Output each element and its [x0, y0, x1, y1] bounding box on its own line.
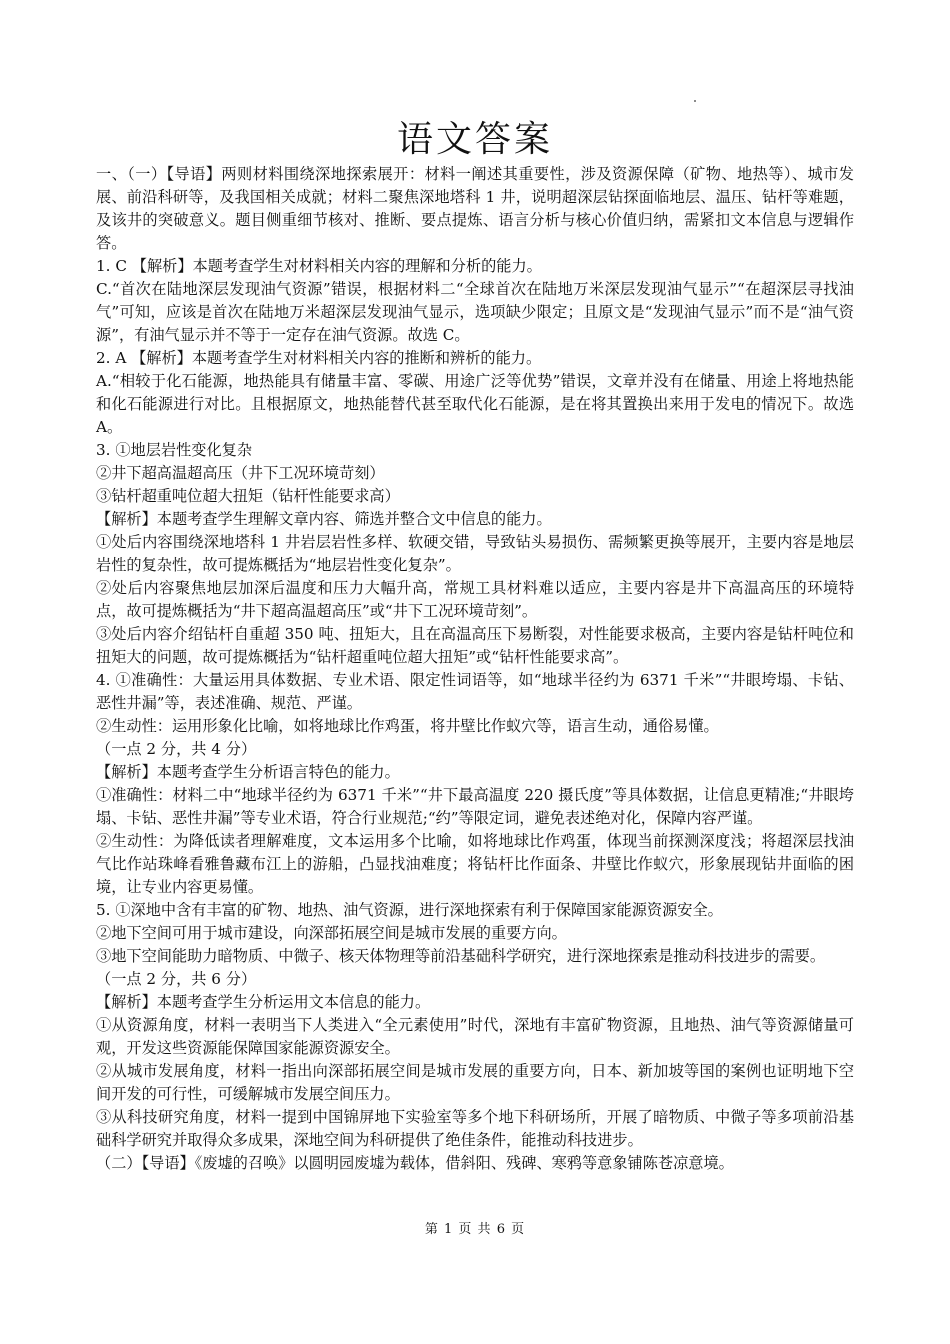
- page-footer: 第 1 页 共 6 页: [424, 1222, 526, 1237]
- paragraph: 2. A 【解析】本题考查学生对材料相关内容的推断和辨析的能力。: [96, 349, 542, 367]
- paragraph: （二）【导语】《废墟的召唤》以圆明园废墟为载体，借斜阳、残碑、寒鸦等意象铺陈苍凉意境。: [96, 1154, 734, 1172]
- paragraph: ②处后内容聚焦地层加深后温度和压力大幅升高，常规工具材料难以适应，主要内容是井下高温高压的环境特点，故可提炼概括为“井下超高温超高压”或“井下工况环境苛刻”。: [96, 579, 854, 620]
- paragraph: 5. ①深地中含有丰富的矿物、地热、油气资源，进行深地探索有利于保障国家能源资源安全。: [96, 901, 723, 919]
- paragraph: 【解析】本题考查学生理解文章内容、筛选并整合文中信息的能力。: [96, 510, 552, 528]
- paragraph: ①处后内容围绕深地塔科 1 井岩层岩性多样、软硬交错，导致钻头易损伤、需频繁更换等展开，主要内容是地层岩性的复杂性，故可提炼概括为“地层岩性变化复杂”。: [96, 533, 854, 574]
- paragraph: 3. ①地层岩性变化复杂: [96, 441, 253, 459]
- paragraph: （一点 2 分，共 4 分）: [96, 740, 257, 758]
- page-title: 语文答案: [396, 119, 553, 160]
- paragraph: 4. ①准确性：大量运用具体数据、专业术语、限定性词语等，如“地球半径约为 6371 千米”“井眼垮塌、卡钻、恶性井漏”等，表述准确、规范、严谨。: [96, 671, 854, 712]
- paragraph: ②生动性：为降低读者理解难度，文本运用多个比喻，如将地球比作鸡蛋，体现当前探测深度浅；将超深层找油气比作站珠峰看雅鲁藏布江上的游船，凸显找油难度；将钻杆比作面条、井壁比作蚁穴，形象展现钻井面临的困境，让专业内容更易懂。: [96, 832, 854, 896]
- stray-dot: [694, 100, 696, 102]
- paragraph: ②地下空间可用于城市建设，向深部拓展空间是城市发展的重要方向。: [96, 924, 567, 942]
- paragraph: ③钻杆超重吨位超大扭矩（钻杆性能要求高）: [96, 487, 400, 505]
- paragraph: 一、（一）【导语】两则材料围绕深地探索展开：材料一阐述其重要性，涉及资源保障（矿物、地热等）、城市发展、前沿科研等，及我国相关成就；材料二聚焦深地塔科 1 井，说明超深层钻探面临地层、温压、钻杆等难题，及该井的突破意义。题目侧重细节核对、推断、要点提炼、语言分析与核心价值归纳，需紧扣文本信息与逻辑作答。: [96, 165, 854, 252]
- paragraph: ②从城市发展角度，材料一指出向深部拓展空间是城市发展的重要方向，日本、新加坡等国的案例也证明地下空间开发的可行性，可缓解城市发展空间压力。: [96, 1062, 854, 1103]
- paragraph: ③地下空间能助力暗物质、中微子、核天体物理等前沿基础科学研究，进行深地探索是推动科技进步的需要。: [96, 947, 825, 965]
- paragraph: 【解析】本题考查学生分析语言特色的能力。: [96, 763, 400, 781]
- paragraph: 1. C 【解析】本题考查学生对材料相关内容的理解和分析的能力。: [96, 257, 542, 275]
- paragraph: （一点 2 分，共 6 分）: [96, 970, 257, 988]
- paragraph: ①从资源角度，材料一表明当下人类进入“全元素使用”时代，深地有丰富矿物资源，且地热、油气等资源储量可观，开发这些资源能保障国家能源资源安全。: [96, 1016, 854, 1057]
- paragraph: ②生动性：运用形象化比喻，如将地球比作鸡蛋，将井壁比作蚁穴等，语言生动，通俗易懂。: [96, 717, 719, 735]
- paragraph: ③从科技研究角度，材料一提到中国锦屏地下实验室等多个地下科研场所，开展了暗物质、中微子等多项前沿基础科学研究并取得众多成果，深地空间为科研提供了绝佳条件，能推动科技进步。: [96, 1108, 854, 1149]
- paragraph: ①准确性：材料二中“地球半径约为 6371 千米”“井下最高温度 220 摄氏度”等具体数据，让信息更精准;“井眼垮塌、卡钻、恶性井漏”等专业术语，符合行业规范;“约”等限定词，避免表述绝对化，保障内容严谨。: [96, 786, 854, 827]
- paragraph: C.“首次在陆地深层发现油气资源”错误，根据材料二“全球首次在陆地万米深层发现油气显示”“在超深层寻找油气”可知，应该是首次在陆地万米超深层发现油气显示，选项缺少限定；且原文是“发现油气显示”而不是“油气资源”，有油气显示并不等于一定存在油气资源。故选 C。: [96, 280, 854, 344]
- paragraph: ③处后内容介绍钻杆自重超 350 吨、扭矩大，且在高温高压下易断裂，对性能要求极高，主要内容是钻杆吨位和扭矩大的问题，故可提炼概括为“钻杆超重吨位超大扭矩”或“钻杆性能要求高”。: [96, 625, 854, 666]
- paragraph: ②井下超高温超高压（井下工况环境苛刻）: [96, 464, 385, 482]
- paragraph: 【解析】本题考查学生分析运用文本信息的能力。: [96, 993, 431, 1011]
- answer-content: [96, 163, 854, 1175]
- paragraph: A.“相较于化石能源，地热能具有储量丰富、零碳、用途广泛等优势”错误，文章并没有在储量、用途上将地热能和化石能源进行对比。且根据原文，地热能替代甚至取代化石能源，是在将其置换出来用于发电的情况下。故选 A。: [96, 372, 854, 436]
